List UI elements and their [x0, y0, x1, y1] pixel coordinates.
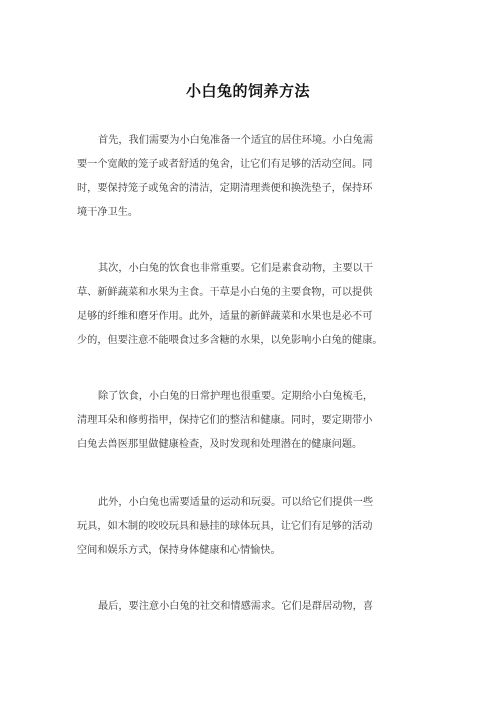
paragraph-line: 要一个宽敞的笼子或者舒适的兔舍，让它们有足够的活动空间。同 — [77, 159, 373, 170]
document-title: 小白兔的饲养方法 — [185, 82, 310, 100]
paragraph-line: 白兔去兽医那里做健康检查，及时发现和处理潜在的健康问题。 — [77, 439, 363, 450]
paragraph-line: 时，要保持笼子或兔舍的清洁，定期清理粪便和换洗垫子，保持环 — [77, 183, 373, 194]
paragraph-line: 草、新鲜蔬菜和水果为主食。干草是小白兔的主要食物，可以提供 — [77, 287, 373, 298]
paragraph-line: 境干净卫生。 — [77, 207, 139, 218]
paragraph-line: 玩具，如木制的咬咬玩具和悬挂的球体玩具，让它们有足够的活动 — [77, 521, 373, 532]
paragraph-line: 清理耳朵和修剪指甲，保持它们的整洁和健康。同时，要定期带小 — [77, 415, 373, 426]
paragraph-line: 首先，我们需要为小白兔准备一个适宜的居住环境。小白兔需 — [98, 135, 374, 146]
paragraph-line: 其次，小白兔的饮食也非常重要。它们是素食动物，主要以干 — [98, 263, 374, 274]
paragraph-line: 最后，要注意小白兔的社交和情感需求。它们是群居动物，喜 — [98, 601, 374, 612]
paragraph-line: 除了饮食，小白兔的日常护理也很重要。定期给小白兔梳毛， — [98, 391, 374, 402]
paragraph-line: 此外，小白兔也需要适量的运动和玩耍。可以给它们提供一些 — [98, 497, 374, 508]
paragraph-line: 足够的纤维和磨牙作用。此外，适量的新鲜蔬菜和水果也是必不可 — [77, 311, 373, 322]
paragraph-line: 少的，但要注意不能喂食过多含糖的水果，以免影响小白兔的健康。 — [77, 335, 383, 346]
paragraph-line: 空间和娱乐方式，保持身体健康和心情愉快。 — [77, 545, 281, 556]
